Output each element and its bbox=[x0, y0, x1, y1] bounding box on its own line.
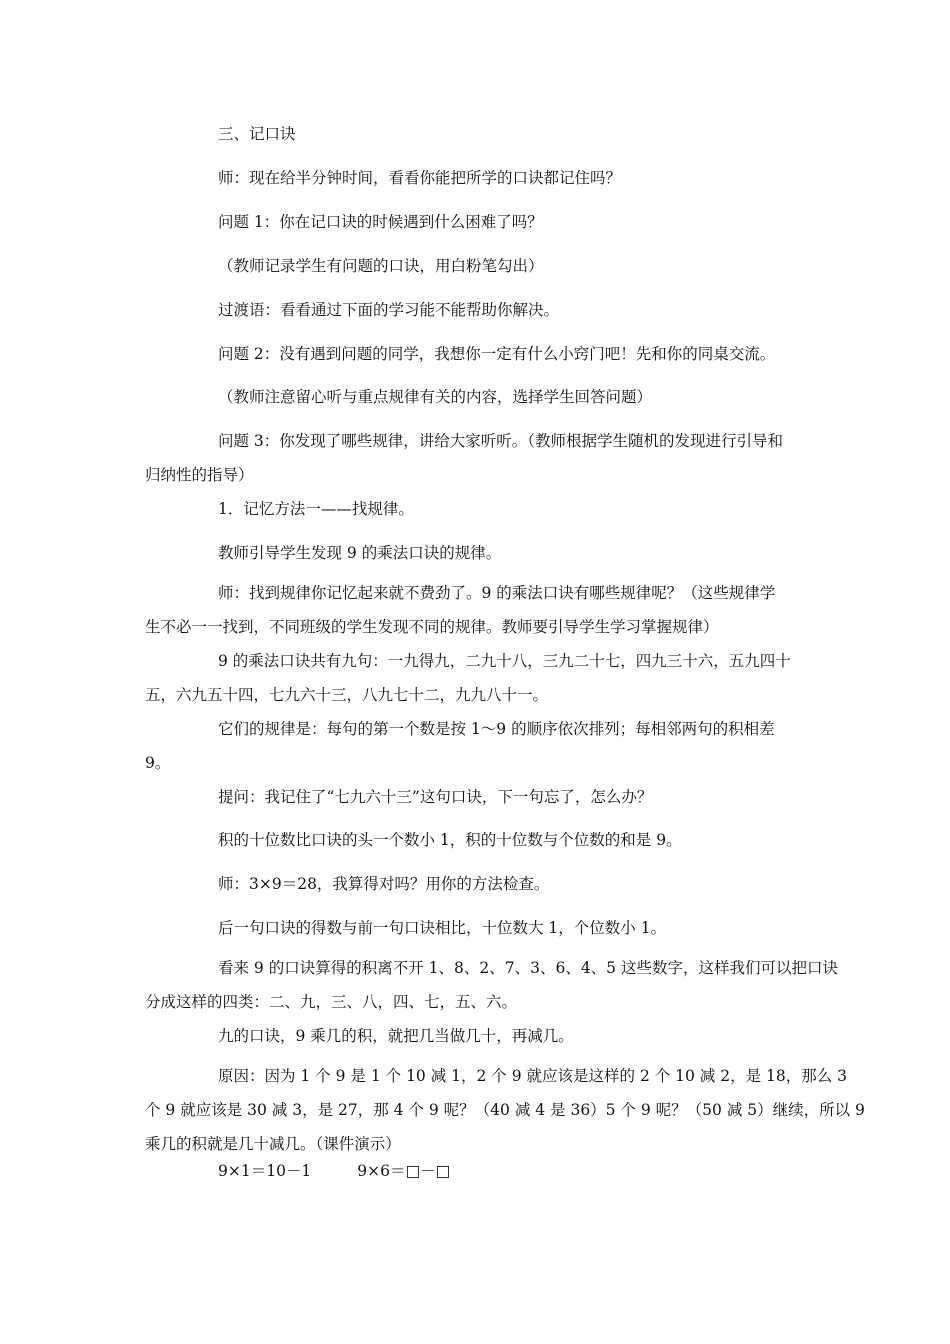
text-line: 乘几的积就是几十减几。（课件演示） bbox=[145, 1135, 401, 1153]
paragraph bbox=[145, 337, 810, 371]
paragraph bbox=[145, 1019, 810, 1053]
text-line: 原因：因为 1 个 9 是 1 个 10 减 1，2 个 9 就应该是这样的 2 个 10 减 2，是 18，那么 3 bbox=[218, 1067, 848, 1085]
text-line: 9。 bbox=[145, 754, 171, 772]
equation-right: 9×6＝□－□ bbox=[357, 1162, 451, 1180]
text-line: 师：现在给半分钟时间，看看你能把所学的口诀都记住吗？ bbox=[218, 169, 622, 187]
text-line: 师：找到规律你记忆起来就不费劲了。9 的乘法口诀有哪些规律呢？（这些规律学 bbox=[218, 584, 776, 602]
paragraph bbox=[145, 644, 810, 712]
paragraph bbox=[145, 780, 810, 814]
paragraph bbox=[145, 424, 810, 492]
paragraph bbox=[145, 1059, 865, 1161]
text-line: 五，六九五十四，七九六十三，八九七十二，九九八十一。 bbox=[145, 686, 549, 704]
text-line: 个 9 就应该是 30 减 3，是 27，那 4 个 9 呢？（40 减 4 是 36）5 个 9 呢？（50 减 5）继续，所以 9 bbox=[145, 1101, 865, 1119]
text-line: 师：3×9＝28，我算得对吗？用你的方法检查。 bbox=[218, 875, 550, 893]
text-line: 问题 2：没有遇到问题的同学，我想你一定有什么小窍门吧！先和你的同桌交流。 bbox=[218, 345, 776, 363]
paragraph bbox=[145, 576, 810, 644]
text-line: 9 的乘法口诀共有九句：一九得九，二九十八，三九二十七，四九三十六，五九四十 bbox=[218, 652, 791, 670]
text-line: 问题 3：你发现了哪些规律，讲给大家听听。（教师根据学生随机的发现进行引导和 bbox=[218, 432, 784, 450]
paragraph bbox=[145, 712, 810, 780]
text-line: 提问：我记住了“七九六十三”这句口诀，下一句忘了，怎么办？ bbox=[218, 788, 653, 806]
text-line: 归纳性的指导） bbox=[145, 466, 254, 484]
equation-left: 9×1＝10－1 bbox=[218, 1162, 312, 1180]
paragraph bbox=[145, 911, 810, 945]
paragraph bbox=[145, 823, 810, 857]
paragraph bbox=[145, 205, 810, 239]
text-line: （教师注意留心听与重点规律有关的内容，选择学生回答问题） bbox=[218, 388, 653, 406]
paragraph bbox=[145, 492, 810, 526]
paragraph bbox=[145, 249, 810, 283]
text-line: 看来 9 的口诀算得的积离不开 1、8、2、7、3、6、4、5 这些数字，这样我们可以把口诀 bbox=[218, 959, 838, 977]
text-line: 它们的规律是：每句的第一个数是按 1～9 的顺序依次排列；每相邻两句的积相差 bbox=[218, 720, 775, 738]
text-line: 九的口诀，9 乘几的积，就把几当做几十，再减几。 bbox=[218, 1027, 574, 1045]
text-line: 后一句口诀的得数与前一句口诀相比，十位数大 1，个位数小 1。 bbox=[218, 919, 667, 937]
text-line: 1．记忆方法一——找规律。 bbox=[218, 500, 414, 518]
text-line: 分成这样的四类：二、九，三、八，四、七，五、六。 bbox=[145, 993, 518, 1011]
paragraph bbox=[145, 536, 810, 570]
text-line: 积的十位数比口诀的头一个数小 1，积的十位数与个位数的和是 9。 bbox=[218, 831, 682, 849]
text-line: 三、记口诀 bbox=[218, 125, 296, 143]
text-line: 过渡语：看看通过下面的学习能不能帮助你解决。 bbox=[218, 301, 560, 319]
paragraph bbox=[145, 161, 810, 195]
equation-row bbox=[218, 1154, 450, 1188]
paragraph bbox=[145, 867, 810, 901]
text-line: 教师引导学生发现 9 的乘法口诀的规律。 bbox=[218, 544, 502, 562]
text-line: 生不必一一找到，不同班级的学生发现不同的规律。教师要引导学生学习掌握规律） bbox=[145, 618, 719, 636]
section-heading bbox=[145, 117, 810, 151]
paragraph bbox=[145, 951, 838, 1019]
text-line: （教师记录学生有问题的口诀，用白粉笔勾出） bbox=[218, 257, 544, 275]
paragraph bbox=[145, 380, 810, 414]
paragraph bbox=[145, 293, 810, 327]
text-line: 问题 1：你在记口诀的时候遇到什么困难了吗？ bbox=[218, 213, 543, 231]
